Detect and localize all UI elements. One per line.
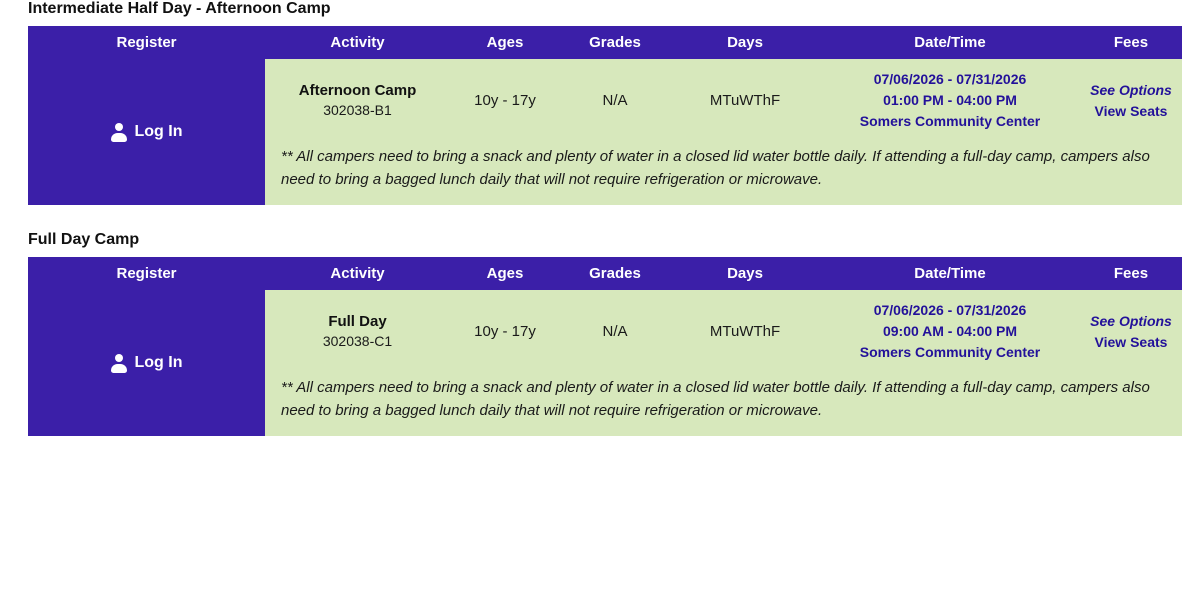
person-icon <box>111 123 127 141</box>
column-header-fees: Fees <box>1080 26 1182 59</box>
column-header-register: Register <box>28 257 265 290</box>
grades-value: N/A <box>560 290 670 373</box>
section-spacer <box>0 205 1200 231</box>
activity-note: ** All campers need to bring a snack and plenty of water in a closed lid water bottle daily. If attending a full-day camp, campers also need to bring a bagged lunch daily that will not require refrigeration or microwave. <box>265 373 1182 436</box>
time-range: 01:00 PM - 04:00 PM <box>883 92 1017 108</box>
see-options-line2: Options <box>1118 82 1172 99</box>
log-in-label: Log In <box>134 123 183 140</box>
fees-cell <box>1080 290 1182 373</box>
date-range: 07/06/2026 - 07/31/2026 <box>873 302 1027 318</box>
column-header-days: Days <box>670 26 820 59</box>
location: Somers Community Center <box>859 113 1041 129</box>
column-header-days: Days <box>670 257 820 290</box>
table-row <box>28 59 1182 142</box>
section-title: Intermediate Half Day - Afternoon Camp <box>28 0 331 17</box>
section-intermediate-half-day <box>0 0 1200 205</box>
register-cell[interactable] <box>28 59 265 205</box>
column-header-register: Register <box>28 26 265 59</box>
date-range: 07/06/2026 - 07/31/2026 <box>873 71 1027 87</box>
view-seats-link[interactable] <box>1086 333 1176 351</box>
table-row <box>28 290 1182 373</box>
column-header-activity: Activity <box>265 26 450 59</box>
view-seats-line2: Seats <box>1130 333 1168 350</box>
section-title: Full Day Camp <box>28 231 140 248</box>
see-options-link[interactable] <box>1086 81 1176 99</box>
activity-table <box>28 26 1182 205</box>
column-header-grades: Grades <box>560 26 670 59</box>
ages-value: 10y - 17y <box>450 290 560 373</box>
see-options-link[interactable] <box>1086 312 1176 330</box>
view-seats-line2: Seats <box>1130 102 1168 119</box>
days-value: MTuWThF <box>670 290 820 373</box>
fees-cell <box>1080 59 1182 142</box>
activity-note: ** All campers need to bring a snack and plenty of water in a closed lid water bottle daily. If attending a full-day camp, campers also need to bring a bagged lunch daily that will not require refrigeration or microwave. <box>265 142 1182 205</box>
activity-code: 302038-C1 <box>322 333 393 350</box>
table-header-row <box>28 257 1182 290</box>
log-in-label: Log In <box>134 354 183 371</box>
datetime-cell <box>820 59 1080 142</box>
see-options-line2: Options <box>1118 313 1172 330</box>
column-header-activity: Activity <box>265 257 450 290</box>
column-header-datetime: Date/Time <box>820 257 1080 290</box>
grades-value: N/A <box>560 59 670 142</box>
activity-name: Full Day <box>328 312 387 330</box>
days-value: MTuWThF <box>670 59 820 142</box>
table-header-row <box>28 26 1182 59</box>
register-cell[interactable] <box>28 290 265 436</box>
view-seats-line1: View <box>1094 102 1127 119</box>
log-in-button[interactable] <box>101 117 193 147</box>
location: Somers Community Center <box>859 344 1041 360</box>
time-range: 09:00 AM - 04:00 PM <box>882 323 1018 339</box>
activity-code: 302038-B1 <box>323 102 392 119</box>
column-header-grades: Grades <box>560 257 670 290</box>
activity-table <box>28 257 1182 436</box>
column-header-ages: Ages <box>450 257 560 290</box>
column-header-datetime: Date/Time <box>820 26 1080 59</box>
activity-cell <box>265 59 450 142</box>
column-header-fees: Fees <box>1080 257 1182 290</box>
ages-value: 10y - 17y <box>450 59 560 142</box>
person-icon <box>111 354 127 372</box>
section-full-day-camp <box>0 231 1200 436</box>
see-options-line1: See <box>1090 82 1116 99</box>
activity-cell <box>265 290 450 373</box>
column-header-ages: Ages <box>450 26 560 59</box>
view-seats-link[interactable] <box>1086 102 1176 120</box>
log-in-button[interactable] <box>101 348 193 378</box>
view-seats-line1: View <box>1094 333 1127 350</box>
datetime-cell <box>820 290 1080 373</box>
see-options-line1: See <box>1090 313 1116 330</box>
activity-name: Afternoon Camp <box>298 81 417 99</box>
